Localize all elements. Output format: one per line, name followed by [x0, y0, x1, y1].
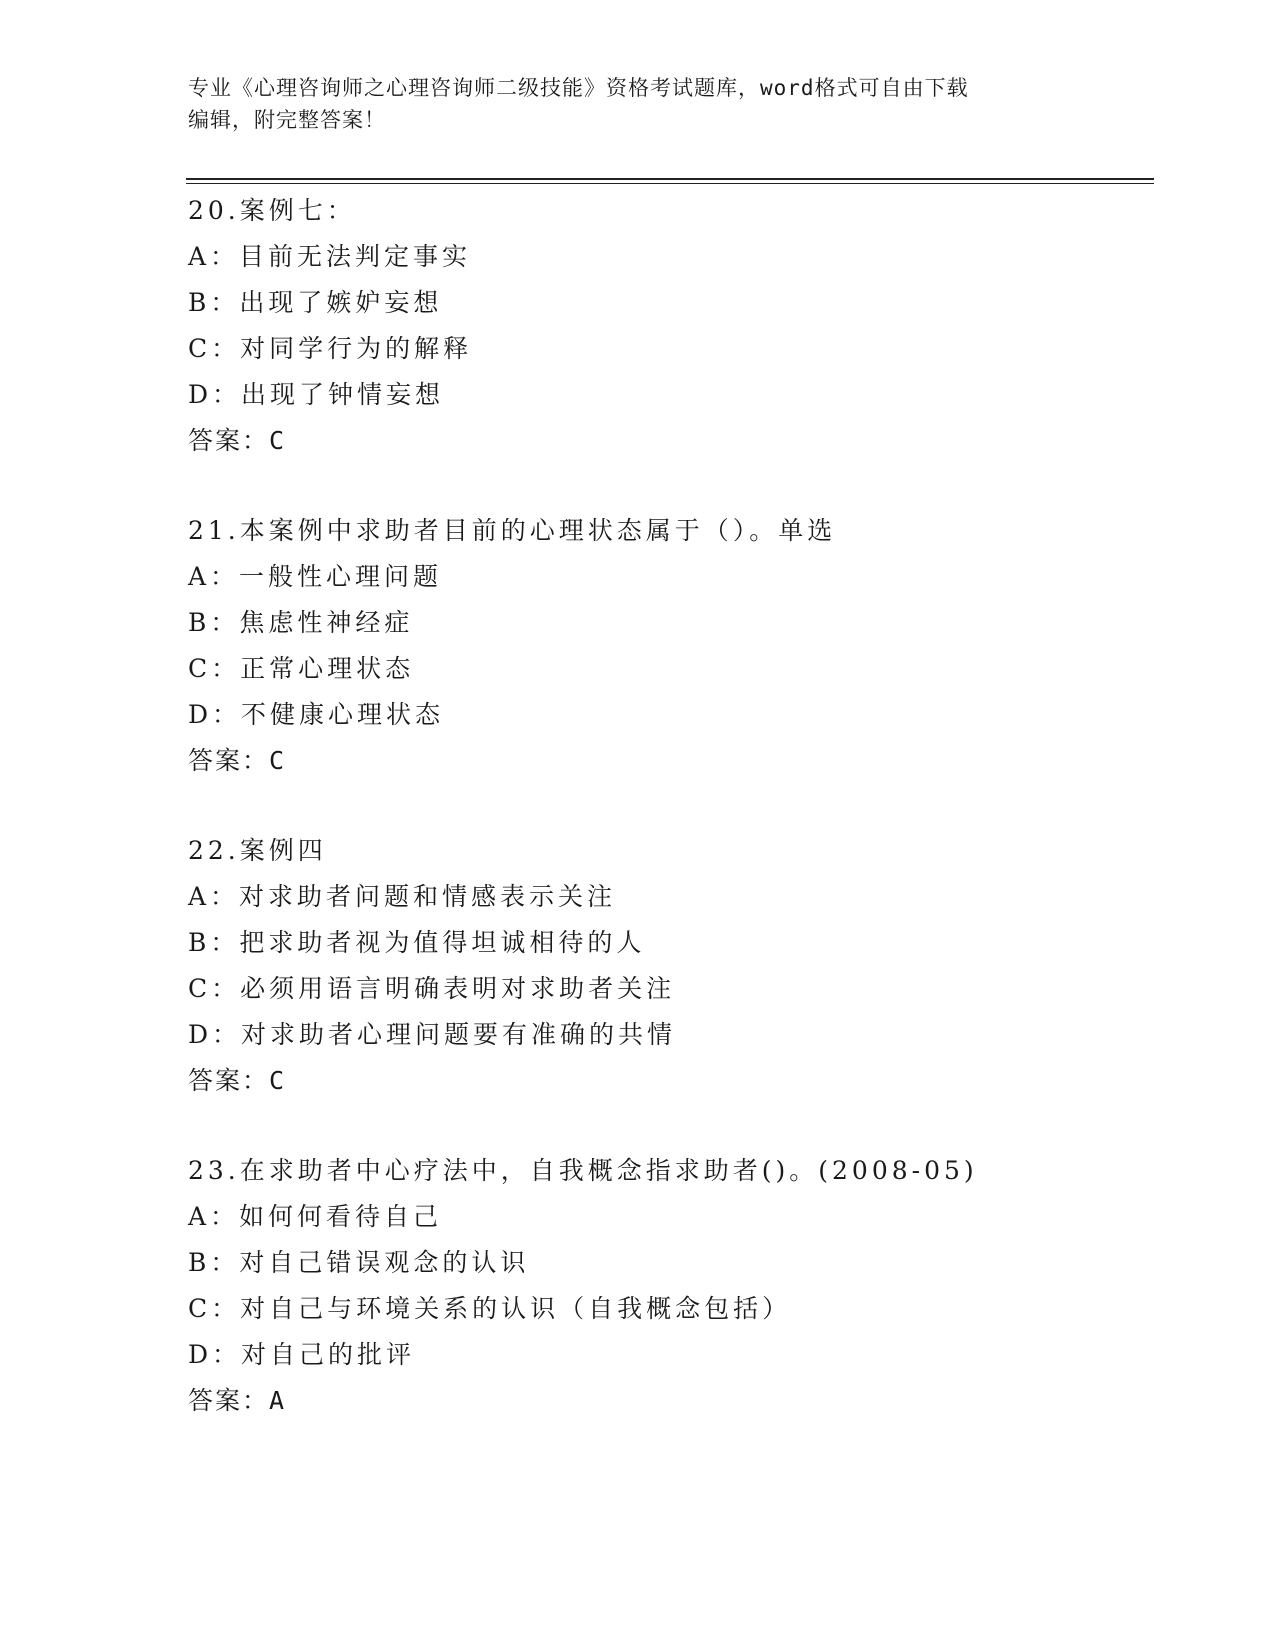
header-divider-thin [186, 183, 1154, 184]
answer-label: 答案： [188, 426, 270, 455]
question-stem: 21.本案例中求助者目前的心理状态属于（）。单选 [188, 516, 837, 545]
option-a: A：对求助者问题和情感表示关注 [188, 882, 617, 911]
option-d: D：对自己的批评 [188, 1340, 416, 1369]
answer-line [188, 1378, 1168, 1424]
question-22 [188, 828, 1168, 1104]
answer-line [188, 1058, 1168, 1104]
answer-label: 答案： [188, 746, 270, 775]
header-divider-thick [186, 178, 1154, 180]
option-b: B：出现了嫉妒妄想 [188, 288, 443, 317]
answer-value: C [269, 1066, 287, 1095]
answer-value: A [269, 1386, 287, 1415]
option-b: B：焦虑性神经症 [188, 608, 414, 637]
document-header [188, 72, 1088, 136]
question-23 [188, 1148, 1168, 1424]
answer-label: 答案： [188, 1066, 270, 1095]
option-d: D：出现了钟情妄想 [188, 380, 445, 409]
option-c: C：必须用语言明确表明对求助者关注 [188, 974, 676, 1003]
option-d: D：对求助者心理问题要有准确的共情 [188, 1020, 677, 1049]
header-line-1: 专业《心理咨询师之心理咨询师二级技能》资格考试题库，word格式可自由下载 [188, 76, 969, 100]
question-stem: 22.案例四 [188, 836, 327, 865]
option-b: B：对自己错误观念的认识 [188, 1248, 530, 1277]
option-d: D：不健康心理状态 [188, 700, 445, 729]
answer-value: C [269, 746, 287, 775]
option-a: A：一般性心理问题 [188, 562, 443, 591]
answer-line [188, 418, 1168, 464]
header-line-2: 编辑，附完整答案！ [188, 108, 386, 132]
answer-label: 答案： [188, 1386, 270, 1415]
option-c: C：对同学行为的解释 [188, 334, 473, 363]
option-a: A：如何何看待自己 [188, 1202, 443, 1231]
question-list [188, 188, 1168, 1468]
question-stem: 20.案例七： [188, 196, 356, 225]
option-a: A：目前无法判定事实 [188, 242, 472, 271]
answer-value: C [269, 426, 287, 455]
question-21 [188, 508, 1168, 784]
option-c: C：正常心理状态 [188, 654, 415, 683]
question-20 [188, 188, 1168, 464]
option-c: C：对自己与环境关系的认识（自我概念包括） [188, 1294, 792, 1323]
question-stem: 23.在求助者中心疗法中，自我概念指求助者()。(2008-05) [188, 1156, 978, 1185]
option-b: B：把求助者视为值得坦诚相待的人 [188, 928, 646, 957]
answer-line [188, 738, 1168, 784]
